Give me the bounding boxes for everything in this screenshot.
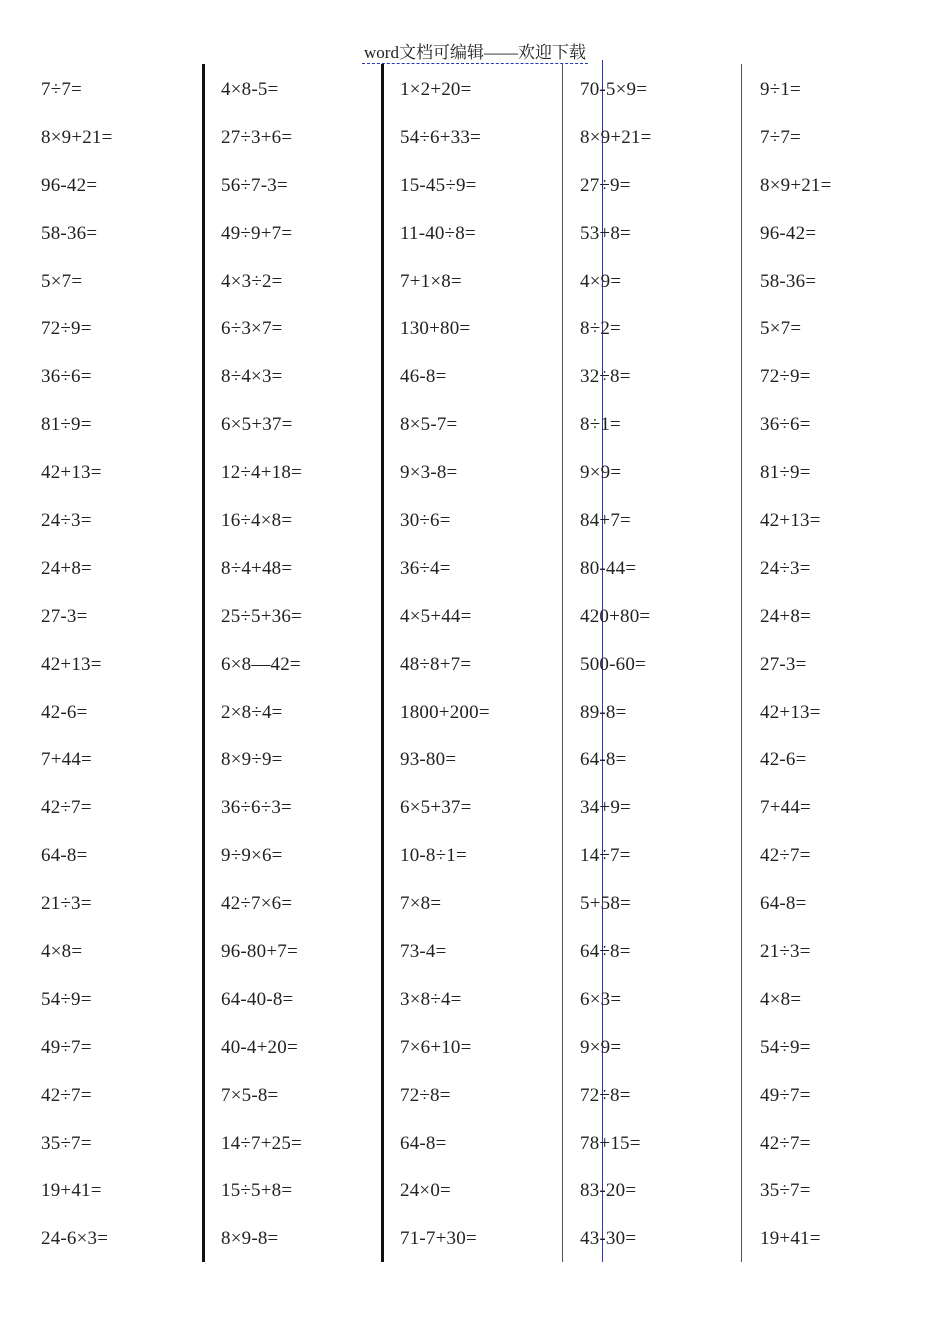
math-problem: 8×9+21= — [580, 126, 652, 148]
math-problem: 72÷9= — [41, 318, 92, 340]
math-problem: 36÷6÷3= — [221, 797, 292, 819]
math-problem: 9÷9×6= — [221, 845, 283, 867]
math-problem: 42-6= — [41, 701, 88, 723]
math-problem: 7×8= — [400, 893, 442, 915]
math-problem: 56÷7-3= — [221, 174, 288, 196]
math-problem: 9×9= — [580, 462, 622, 484]
math-problem: 21÷3= — [760, 941, 811, 963]
math-problem: 8×9+21= — [760, 174, 832, 196]
header-text: word文档可编辑——欢迎下载 — [364, 43, 586, 62]
problem-column-4 — [580, 72, 755, 1269]
page-header — [0, 38, 950, 63]
math-problem: 24+8= — [41, 557, 92, 579]
math-problem: 6×3= — [580, 988, 622, 1010]
math-problem: 500-60= — [580, 653, 646, 675]
math-problem: 46-8= — [400, 366, 447, 388]
math-problem: 24+8= — [760, 605, 811, 627]
math-problem: 73-4= — [400, 941, 447, 963]
math-problem: 7+44= — [41, 749, 92, 771]
math-problem: 7÷7= — [41, 79, 82, 100]
math-problem: 6×5+37= — [221, 414, 293, 436]
math-problem: 58-36= — [760, 270, 817, 292]
math-problem: 7÷7= — [760, 126, 801, 148]
math-problem: 6×8—42= — [221, 653, 301, 675]
math-problem: 34+9= — [580, 797, 631, 819]
math-problem: 8×5-7= — [400, 414, 458, 436]
math-problem: 42+13= — [41, 653, 102, 675]
math-problem: 7+1×8= — [400, 270, 462, 292]
math-problem: 64-8= — [760, 893, 807, 915]
math-problem: 7×5-8= — [221, 1084, 279, 1106]
math-problem: 49÷7= — [41, 1036, 92, 1058]
math-problem: 5×7= — [41, 270, 83, 292]
math-problem: 96-42= — [760, 222, 817, 244]
math-problem: 14÷7+25= — [221, 1132, 302, 1154]
math-problem: 21÷3= — [41, 893, 92, 915]
math-problem: 49÷7= — [760, 1084, 811, 1106]
problem-column-3 — [400, 72, 575, 1269]
math-problem: 8×9-8= — [221, 1228, 279, 1250]
math-problem: 32÷8= — [580, 366, 631, 388]
math-problem: 42÷7×6= — [221, 893, 293, 915]
math-problem: 8÷1= — [580, 414, 621, 436]
math-problem: 64-8= — [400, 1132, 447, 1154]
math-problem: 2×8÷4= — [221, 701, 283, 723]
math-problem: 72÷8= — [400, 1084, 451, 1106]
math-problem: 35÷7= — [760, 1180, 811, 1202]
math-problem: 42÷7= — [760, 1132, 811, 1154]
math-problem: 42+13= — [760, 510, 821, 532]
math-problem: 80-44= — [580, 557, 637, 579]
math-problem: 89-8= — [580, 701, 627, 723]
math-problem: 8÷2= — [580, 318, 621, 340]
math-problem: 84+7= — [580, 510, 631, 532]
math-problem: 81÷9= — [760, 462, 811, 484]
math-problem: 4×8= — [41, 941, 83, 963]
math-problem: 3×8÷4= — [400, 988, 462, 1010]
math-problem: 72÷9= — [760, 366, 811, 388]
math-problem: 96-80+7= — [221, 941, 298, 963]
math-problem: 40-4+20= — [221, 1036, 298, 1058]
math-problem: 16÷4×8= — [221, 510, 293, 532]
math-problem: 43-30= — [580, 1228, 637, 1250]
math-problem: 24×0= — [400, 1180, 451, 1202]
math-problem: 1×2+20= — [400, 79, 472, 100]
math-problem: 42÷7= — [41, 1084, 92, 1106]
math-problem: 71-7+30= — [400, 1228, 477, 1250]
math-problem: 24÷3= — [760, 557, 811, 579]
math-problem: 5×7= — [760, 318, 802, 340]
math-problem: 54÷9= — [760, 1036, 811, 1058]
math-problem: 64-8= — [41, 845, 88, 867]
math-problem: 72÷8= — [580, 1084, 631, 1106]
math-problem: 42+13= — [760, 701, 821, 723]
math-problem: 6÷3×7= — [221, 318, 283, 340]
math-problem: 70-5×9= — [580, 79, 648, 100]
math-problem: 49÷9+7= — [221, 222, 293, 244]
math-problem: 8÷4×3= — [221, 366, 283, 388]
math-problem: 64÷8= — [580, 941, 631, 963]
math-problem: 4×9= — [580, 270, 622, 292]
math-problem: 48÷8+7= — [400, 653, 472, 675]
math-problem: 130+80= — [400, 318, 471, 340]
math-problem: 15-45÷9= — [400, 174, 477, 196]
math-problem: 11-40÷8= — [400, 222, 476, 244]
math-problem: 420+80= — [580, 605, 651, 627]
math-problem: 54÷9= — [41, 988, 92, 1010]
problem-column-1 — [41, 72, 216, 1269]
math-problem: 78+15= — [580, 1132, 641, 1154]
math-problem: 42+13= — [41, 462, 102, 484]
math-problem: 27-3= — [41, 605, 88, 627]
math-problem: 25÷5+36= — [221, 605, 302, 627]
problem-column-2 — [221, 72, 396, 1269]
math-problem: 42÷7= — [41, 797, 92, 819]
math-problem: 5+58= — [580, 893, 631, 915]
math-problem: 81÷9= — [41, 414, 92, 436]
math-problem: 42÷7= — [760, 845, 811, 867]
math-problem: 54÷6+33= — [400, 126, 481, 148]
math-problem: 27÷3+6= — [221, 126, 293, 148]
math-problem: 8×9+21= — [41, 126, 113, 148]
math-problem: 27÷9= — [580, 174, 631, 196]
math-problem: 27-3= — [760, 653, 807, 675]
math-problem: 64-40-8= — [221, 988, 294, 1010]
math-problem: 83-20= — [580, 1180, 637, 1202]
math-problem: 4×8-5= — [221, 79, 279, 100]
math-problem: 4×5+44= — [400, 605, 472, 627]
math-problem: 42-6= — [760, 749, 807, 771]
math-problem: 24÷3= — [41, 510, 92, 532]
math-problem: 35÷7= — [41, 1132, 92, 1154]
math-problem: 15÷5+8= — [221, 1180, 293, 1202]
math-problem: 30÷6= — [400, 510, 451, 532]
math-problem: 96-42= — [41, 174, 98, 196]
math-problem: 1800+200= — [400, 701, 490, 723]
math-problem: 93-80= — [400, 749, 457, 771]
math-problem: 9×9= — [580, 1036, 622, 1058]
math-problem: 4×8= — [760, 988, 802, 1010]
math-problem: 10-8÷1= — [400, 845, 467, 867]
math-problem: 36÷4= — [400, 557, 451, 579]
math-problem: 9÷1= — [760, 79, 801, 100]
math-problem: 58-36= — [41, 222, 98, 244]
math-problem: 14÷7= — [580, 845, 631, 867]
math-problem: 36÷6= — [41, 366, 92, 388]
math-problem: 7×6+10= — [400, 1036, 472, 1058]
math-problem: 53+8= — [580, 222, 631, 244]
math-problem: 7+44= — [760, 797, 811, 819]
math-problem: 6×5+37= — [400, 797, 472, 819]
math-problem: 4×3÷2= — [221, 270, 283, 292]
math-problem: 19+41= — [41, 1180, 102, 1202]
math-problem: 8÷4+48= — [221, 557, 293, 579]
math-problem: 9×3-8= — [400, 462, 458, 484]
math-problem: 36÷6= — [760, 414, 811, 436]
math-problem: 64-8= — [580, 749, 627, 771]
math-problem: 19+41= — [760, 1228, 821, 1250]
problem-column-5 — [760, 72, 935, 1269]
math-problem: 24-6×3= — [41, 1228, 109, 1250]
math-problem: 8×9÷9= — [221, 749, 283, 771]
math-problem: 12÷4+18= — [221, 462, 302, 484]
